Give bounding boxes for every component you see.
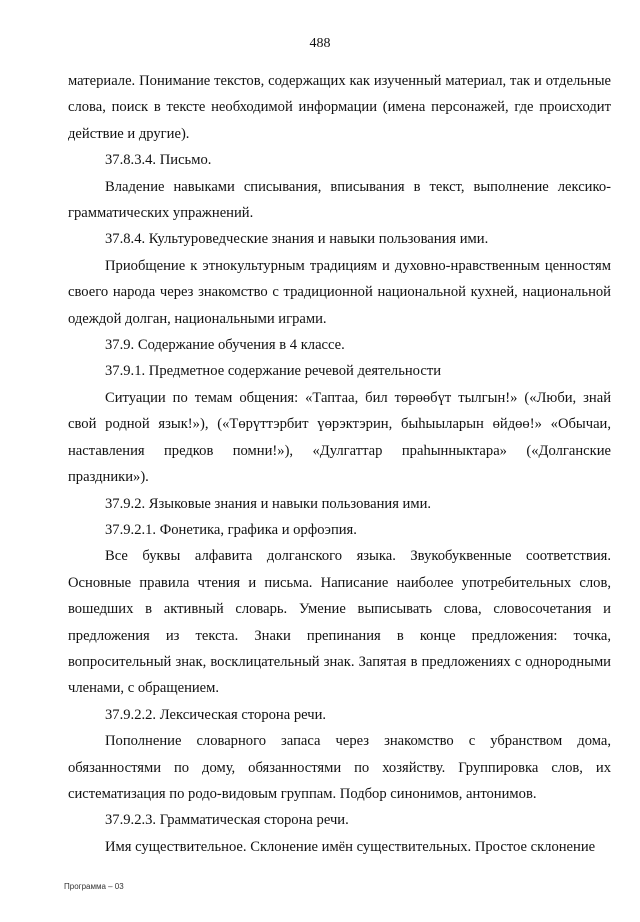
paragraph-2: 37.8.3.4. Письмо.: [105, 152, 212, 169]
paragraph-14: 37.9.2.3. Грамматическая сторона речи.: [105, 812, 349, 829]
page-number: 488: [309, 36, 331, 51]
paragraph-13: Пополнение словарного запаса через знакомство с убранством дома, обязанностями по дому, обязанностями по хозяйству. Группировка слов, их систематизация по родо-видовым группам. Подбор синонимов, антонимов.: [68, 733, 611, 802]
paragraph-5: Приобщение к этнокультурным традициям и духовно-нравственным ценностям своего народа через знакомство с традиционной национальной кухней, национальной одеждой долган, национальными играми.: [68, 257, 611, 327]
paragraph-7: 37.9.1. Предметное содержание речевой деятельности: [105, 363, 442, 380]
paragraph-11: Все буквы алфавита долганского языка. Звукобуквенные соответствия. Основные правила чтения и письма. Написание наиболее употребительных слов, вошедших в активный словарь. Умение выписывать слова, словосочетания и предложения из текста. Знаки препинания в конце предложения: точка, вопросительный знак, восклицательный знак. Запятая в предложениях с однородными членами, с обращением.: [68, 548, 611, 697]
paragraph-6: 37.9. Содержание обучения в 4 классе.: [105, 337, 345, 354]
paragraph-8: Ситуации по темам общения: «Таптаа, бил төрөөбүт тылгын!» («Люби, знай свой родной язык!»), («Төрүттэрбит үөрэктэрин, быһыыларын өйдөө!» «Обычаи, наставления предков помни!»), «Дулгаттар праһынныктара» («Долганские праздники»).: [68, 389, 611, 486]
footer-label: Программа – 03: [64, 882, 124, 891]
paragraph-1: материале. Понимание текстов, содержащих как изученный материал, так и отдельные слова, поиск в тексте необходимой информации (имена персонажей, где происходит действие и другие).: [68, 73, 611, 142]
paragraph-12: 37.9.2.2. Лексическая сторона речи.: [105, 706, 327, 723]
paragraph-15: Имя существительное. Склонение имён существительных. Простое склонение: [105, 838, 596, 855]
paragraph-10: 37.9.2.1. Фонетика, графика и орфоэпия.: [105, 521, 357, 538]
paragraph-9: 37.9.2. Языковые знания и навыки пользования ими.: [105, 495, 432, 512]
document-body: [68, 68, 611, 860]
paragraph-3: Владение навыками списывания, вписывания в текст, выполнение лексико-грамматических упражнений.: [68, 178, 611, 222]
paragraph-4: 37.8.4. Культуроведческие знания и навыки пользования ими.: [105, 231, 489, 248]
